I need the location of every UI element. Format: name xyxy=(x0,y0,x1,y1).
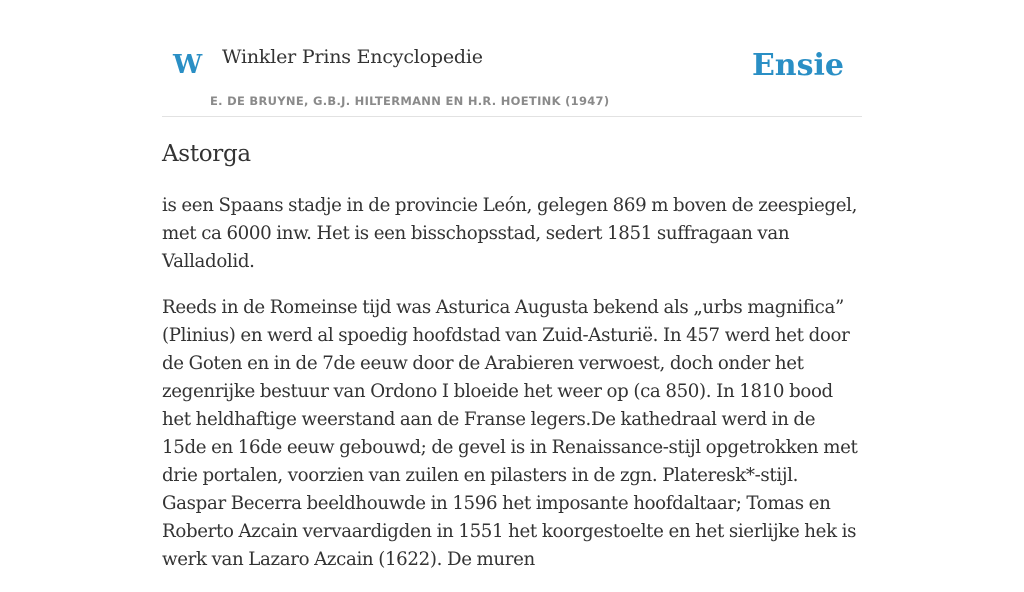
article-title: Astorga xyxy=(162,141,251,167)
source-authors: E. DE BRUYNE, G.B.J. HILTERMANN EN H.R. HOETINK (1947) xyxy=(210,94,610,108)
source-title[interactable]: Winkler Prins Encyclopedie xyxy=(222,46,483,68)
brand-logo-link[interactable]: Ensie xyxy=(751,48,844,83)
article-paragraph: Reeds in de Romeinse tijd was Asturica Augusta bekend als „urbs magnifica” (Plinius) en werd al spoedig hoofdstad van Zuid-Asturië. In 457 werd het door de Goten en in de 7de eeuw door de Arabieren verwoest, doch onder het zegenrijke bestuur van Ordono I bloeide het weer op (ca 850). In 1810 bood het heldhaftige weerstand aan de Franse legers.De kathedraal werd in de 15de en 16de eeuw gebouwd; de gevel is in Renaissance-stijl opgetrokken met drie portalen, voorzien van zuilen en pilasters in de zgn. Plateresk*-stijl. Gaspar Becerra beeldhouwde in 1596 het imposante hoofdaltaar; Tomas en Roberto Azcain vervaardigden in 1551 het koorgestoelte en het sierlijke hek is werk van Lazaro Azcain (1622). De muren xyxy=(162,297,858,570)
article xyxy=(162,138,862,592)
site-header xyxy=(162,0,862,117)
article-paragraph: is een Spaans stadje in de provincie León, gelegen 869 m boven de zeespiegel, met ca 6000 inw. Het is een bisschopsstad, sedert 1851 suffragaan van Valladolid. xyxy=(162,195,858,272)
source-logo-icon[interactable]: W xyxy=(173,50,203,80)
